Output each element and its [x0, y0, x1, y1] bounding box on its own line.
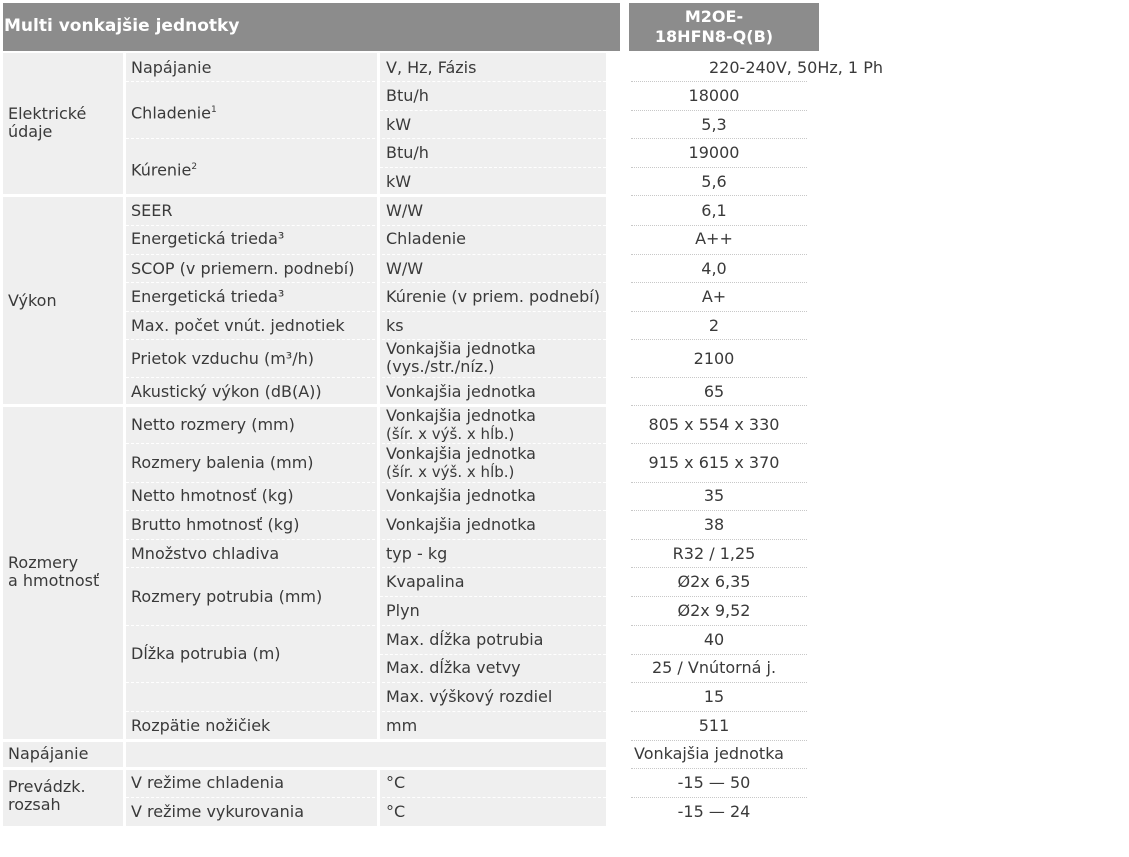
row-divider [380, 110, 606, 111]
value-divider [631, 682, 807, 683]
value-divider [631, 405, 807, 406]
value-divider [631, 377, 807, 378]
value-netto-rozmery: 805 x 554 x 330 [648, 415, 780, 434]
value-plyn: Ø2x 9,52 [677, 601, 751, 620]
unit-plyn: Plyn [386, 601, 420, 620]
value-divider [631, 339, 807, 340]
group-label-line: Rozmery [8, 553, 79, 572]
unit-prietok [386, 340, 536, 376]
param-napajanie: Napájanie [131, 58, 212, 77]
param-brutto-hmotnost: Brutto hmotnosť (kg) [131, 515, 300, 534]
group-label-dimensions [8, 554, 99, 590]
row-divider [126, 254, 606, 255]
model-name [629, 7, 799, 47]
group-label-line: údaje [8, 122, 53, 141]
unit-chladenie-btu: Btu/h [386, 86, 429, 105]
param-dlzka: Dĺžka potrubia (m) [131, 644, 281, 663]
value-akusticky: 65 [703, 382, 725, 401]
value-divider [631, 539, 807, 540]
unit-chladenie-kw: kW [386, 115, 412, 134]
row-divider [126, 567, 606, 568]
group-label-electric [8, 105, 86, 141]
value-rezim-chladenia: -15 — 50 [677, 773, 751, 792]
value-prietok: 2100 [693, 349, 735, 368]
row-divider [126, 377, 606, 378]
unit-rozmery-balenia [386, 445, 536, 481]
param-scop: SCOP (v priemern. podnebí) [131, 259, 355, 278]
value-chladivo: R32 / 1,25 [672, 544, 756, 563]
group-label-power: Napájanie [8, 744, 89, 763]
unit-line: (šír. x výš. x hĺb.) [386, 463, 515, 481]
row-divider [126, 311, 606, 312]
value-rezim-vykurovania: -15 — 24 [677, 802, 751, 821]
value-divider [631, 167, 807, 168]
row-divider [380, 654, 606, 655]
value-chladenie-btu: 18000 [688, 86, 740, 105]
row-divider [126, 138, 606, 139]
value-divider [631, 482, 807, 483]
unit-line: (šír. x výš. x hĺb.) [386, 425, 515, 443]
table-title: Multi vonkajšie jednotky [4, 16, 240, 36]
value-brutto-hmotnost: 38 [703, 515, 725, 534]
value-napajanie: 220-240V, 50Hz, 1 Ph [709, 58, 883, 77]
unit-max-dlzka-potrubia: Max. dĺžka potrubia [386, 630, 544, 649]
param-rozpatie: Rozpätie nožičiek [131, 716, 271, 735]
unit-line: Vonkajšia jednotka [386, 444, 536, 463]
value-divider [631, 768, 807, 769]
unit-energ-2: Kúrenie (v priem. podnebí) [386, 287, 600, 306]
row-divider [380, 596, 606, 597]
value-seer: 6,1 [701, 201, 727, 220]
unit-max-vyskovy-rozdiel: Max. výškový rozdiel [386, 687, 553, 706]
param-netto-rozmery: Netto rozmery (mm) [131, 415, 295, 434]
value-divider [631, 138, 807, 139]
unit-max-dlzka-vetvy: Max. dĺžka vetvy [386, 658, 521, 677]
value-divider [631, 81, 807, 82]
value-kurenie-kw: 5,6 [701, 172, 727, 191]
value-kvapalina: Ø2x 6,35 [677, 572, 751, 591]
value-max-dlzka-potrubia: 40 [703, 630, 725, 649]
unit-line: Vonkajšia jednotka [386, 406, 536, 425]
param-kurenie [131, 158, 197, 179]
param-kurenie-text: Kúrenie [131, 160, 192, 180]
unit-chladivo: typ - kg [386, 544, 448, 563]
value-rozmery-balenia: 915 x 615 x 370 [648, 453, 780, 472]
column-divider [377, 53, 380, 739]
value-divider [631, 110, 807, 111]
unit-rozpatie: mm [386, 716, 418, 735]
param-chladenie [131, 101, 217, 122]
value-kurenie-btu: 19000 [688, 143, 740, 162]
value-max-dlzka-vetvy: 25 / Vnútorná j. [651, 658, 777, 677]
value-napajanie-jednotka: Vonkajšia jednotka [634, 744, 784, 763]
value-netto-hmotnost: 35 [703, 486, 725, 505]
row-divider [126, 482, 606, 483]
group-label-operating [8, 778, 86, 814]
group-operating [3, 770, 606, 826]
footnote-mark: 2 [191, 162, 198, 172]
value-divider [631, 596, 807, 597]
unit-akusticky: Vonkajšia jednotka [386, 382, 536, 401]
unit-kvapalina: Kvapalina [386, 572, 465, 591]
param-seer: SEER [131, 201, 173, 220]
unit-netto-rozmery [386, 407, 536, 443]
unit-line: Vonkajšia jednotka [386, 339, 536, 358]
value-divider [631, 195, 807, 196]
value-energ-1: A++ [695, 229, 733, 248]
unit-netto-hmotnost: Vonkajšia jednotka [386, 486, 536, 505]
row-divider [126, 682, 606, 683]
unit-scop: W/W [386, 259, 424, 278]
param-energ-trieda-2: Energetická trieda³ [131, 287, 285, 306]
value-divider [631, 740, 807, 741]
value-max-vyskovy-rozdiel: 15 [703, 687, 725, 706]
param-prietok: Prietok vzduchu (m³/h) [131, 349, 314, 368]
group-power [3, 742, 606, 767]
value-divider [631, 711, 807, 712]
param-akusticky: Akustický výkon (dB(A)) [131, 382, 322, 401]
group-label-line: a hmotnosť [8, 571, 100, 590]
model-name-line1: M2OE- [684, 7, 744, 26]
value-divider [631, 311, 807, 312]
value-divider [631, 254, 807, 255]
param-chladivo: Množstvo chladiva [131, 544, 280, 563]
group-label-line: rozsah [8, 795, 61, 814]
value-divider [631, 797, 807, 798]
unit-energ-1: Chladenie [386, 229, 466, 248]
unit-seer: W/W [386, 201, 424, 220]
unit-max-pocet: ks [386, 316, 404, 335]
param-netto-hmotnost: Netto hmotnosť (kg) [131, 486, 294, 505]
param-max-pocet: Max. počet vnút. jednotiek [131, 316, 345, 335]
value-scop: 4,0 [701, 259, 727, 278]
unit-line: (vys./str./níz.) [386, 357, 495, 376]
value-divider [631, 282, 807, 283]
value-divider [631, 567, 807, 568]
param-rozmery-balenia: Rozmery balenia (mm) [131, 453, 314, 472]
unit-kurenie-btu: Btu/h [386, 143, 429, 162]
unit-brutto-hmotnost: Vonkajšia jednotka [386, 515, 536, 534]
param-chladenie-text: Chladenie [131, 103, 211, 123]
value-divider [631, 443, 807, 444]
group-label-performance: Výkon [8, 291, 57, 310]
value-chladenie-kw: 5,3 [701, 115, 727, 134]
group-label-line: Elektrické [8, 104, 87, 123]
unit-kurenie-kw: kW [386, 172, 412, 191]
row-divider [126, 711, 606, 712]
unit-rezim-chladenia: °C [386, 773, 406, 792]
unit-napajanie: V, Hz, Fázis [386, 58, 477, 77]
row-divider [126, 539, 606, 540]
unit-rezim-vykurovania: °C [386, 802, 406, 821]
footnote-mark: 1 [211, 105, 217, 115]
param-rezim-chladenia: V režime chladenia [131, 773, 285, 792]
model-name-line2: 18HFN8-Q(B) [654, 27, 774, 46]
row-divider [126, 625, 606, 626]
param-potrubie: Rozmery potrubia (mm) [131, 587, 323, 606]
value-divider [631, 625, 807, 626]
row-divider [126, 282, 606, 283]
value-divider [631, 225, 807, 226]
value-divider [631, 654, 807, 655]
row-divider [126, 225, 606, 226]
group-label-line: Prevádzk. [8, 777, 86, 796]
column-divider [377, 770, 380, 826]
row-divider [126, 81, 606, 82]
param-energ-trieda-1: Energetická trieda³ [131, 229, 285, 248]
value-rozpatie: 511 [698, 716, 730, 735]
value-energ-2: A+ [701, 287, 727, 306]
group-electric [3, 53, 606, 194]
param-rezim-vykurovania: V režime vykurovania [131, 802, 304, 821]
row-divider [126, 797, 606, 798]
row-divider [126, 510, 606, 511]
value-max-pocet: 2 [708, 316, 720, 335]
value-divider [631, 510, 807, 511]
row-divider [380, 167, 606, 168]
